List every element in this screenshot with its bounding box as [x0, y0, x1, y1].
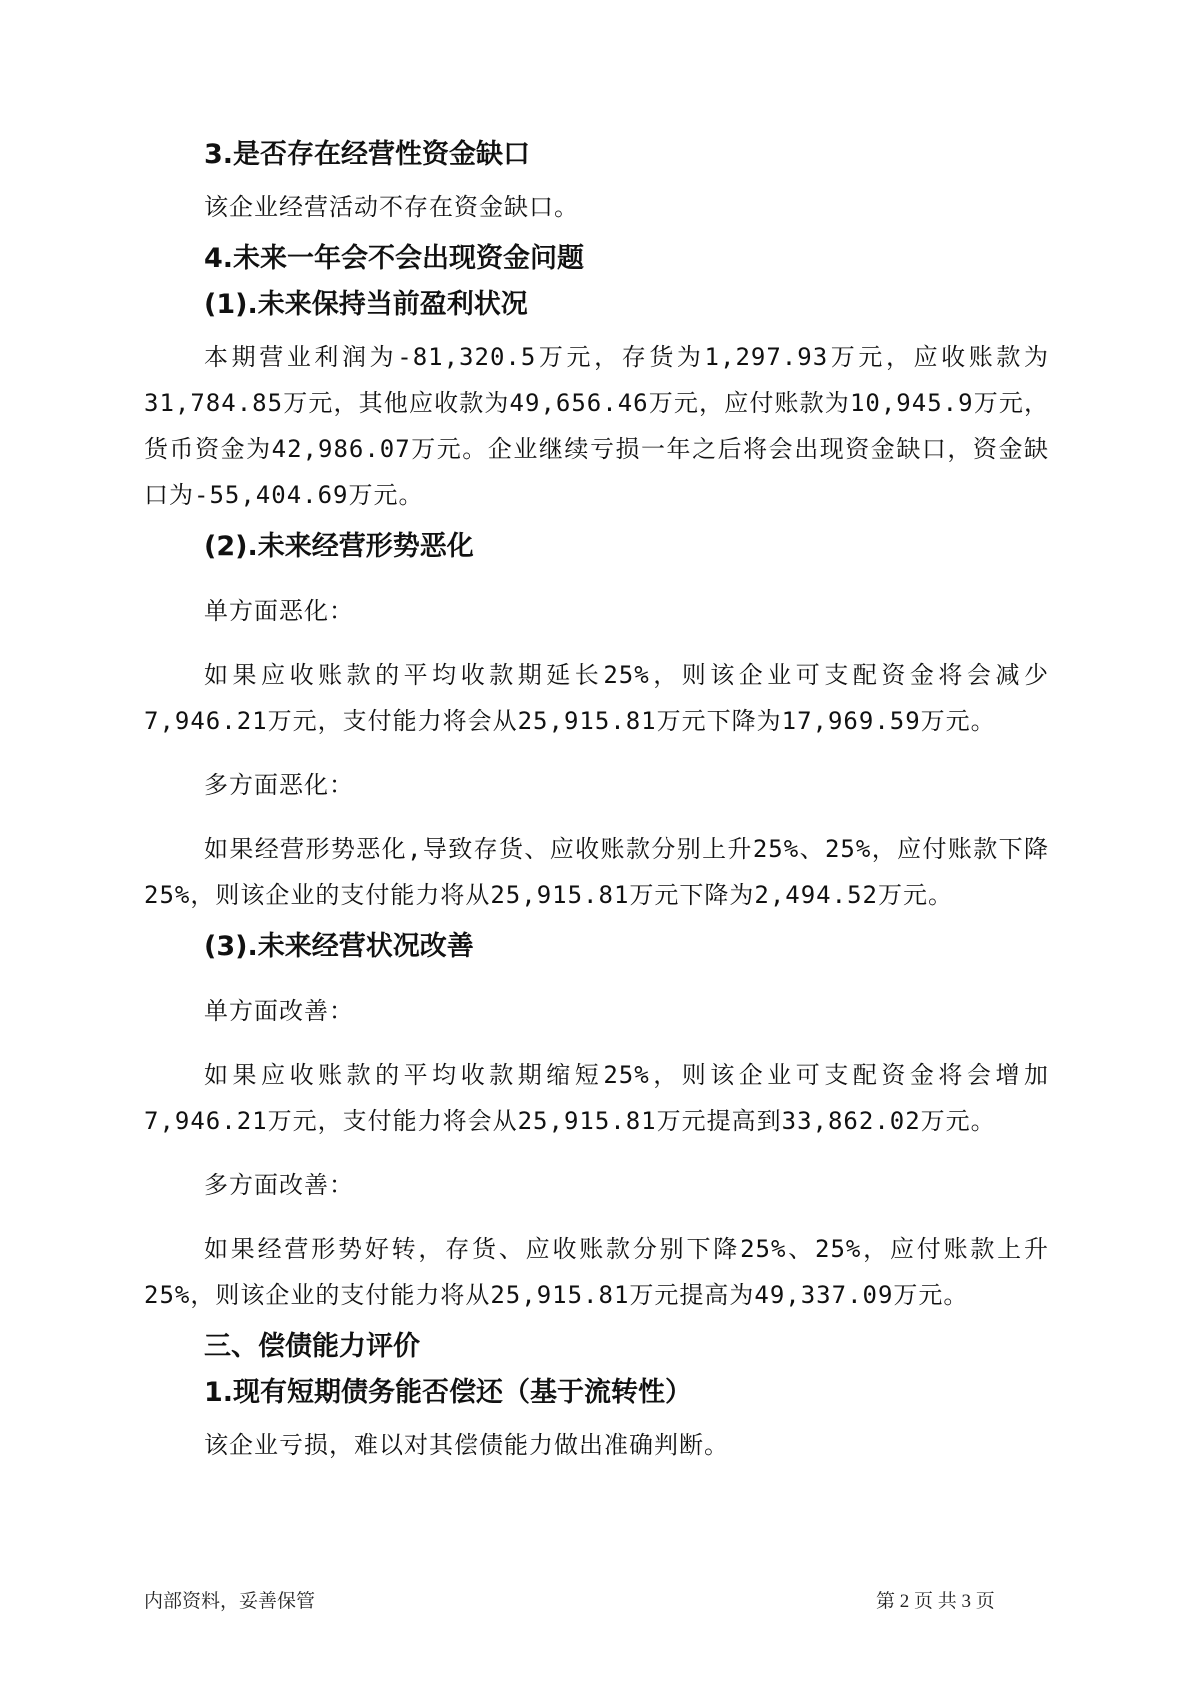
label-single-improvement: 单方面改善： — [204, 997, 354, 1025]
paragraph-short-term-debt: 该企业亏损，难以对其偿债能力做出准确判断。 — [204, 1431, 729, 1459]
paragraph-capital-gap: 该企业经营活动不存在资金缺口。 — [204, 193, 579, 221]
heading-solvency: 三、偿债能力评价 — [204, 1331, 420, 1362]
heading-future-funding: 4.未来一年会不会出现资金问题 — [204, 243, 585, 274]
heading-maintain-profit: (1).未来保持当前盈利状况 — [204, 289, 528, 320]
document-body — [144, 132, 1049, 1468]
paragraph-single-improvement: 如果应收账款的平均收款期缩短25%，则该企业可支配资金将会增加7,946.21万元，支付能力将会从25,915.81万元提高到33,862.02万元。 — [144, 1061, 1049, 1135]
heading-worsening: (2).未来经营形势恶化 — [204, 531, 474, 562]
heading-improvement: (3).未来经营状况改善 — [204, 931, 474, 962]
paragraph-multi-worsening: 如果经营形势恶化,导致存货、应收账款分别上升25%、25%，应付账款下降25%，则该企业的支付能力将从25,915.81万元下降为2,494.52万元。 — [144, 835, 1049, 909]
footer-page-number: 第 2 页 共 3 页 — [876, 1591, 995, 1612]
heading-capital-gap: 3.是否存在经营性资金缺口 — [204, 139, 531, 170]
heading-short-term-debt: 1.现有短期债务能否偿还（基于流转性） — [204, 1377, 693, 1408]
paragraph-multi-improvement: 如果经营形势好转，存货、应收账款分别下降25%、25%，应付账款上升25%，则该企业的支付能力将从25,915.81万元提高为49,337.09万元。 — [144, 1235, 1049, 1309]
label-single-worsening: 单方面恶化： — [204, 597, 354, 625]
label-multi-improvement: 多方面改善： — [204, 1171, 354, 1199]
paragraph-single-worsening: 如果应收账款的平均收款期延长25%，则该企业可支配资金将会减少7,946.21万元，支付能力将会从25,915.81万元下降为17,969.59万元。 — [144, 661, 1049, 735]
footer-confidential-note: 内部资料，妥善保管 — [144, 1591, 316, 1612]
label-multi-worsening: 多方面恶化： — [204, 771, 354, 799]
paragraph-maintain-profit: 本期营业利润为-81,320.5万元，存货为1,297.93万元，应收账款为31,784.85万元，其他应收款为49,656.46万元，应付账款为10,945.9万元，货币资金为42,986.07万元。企业继续亏损一年之后将会出现资金缺口，资金缺口为-55,404.69万元。 — [144, 343, 1049, 509]
